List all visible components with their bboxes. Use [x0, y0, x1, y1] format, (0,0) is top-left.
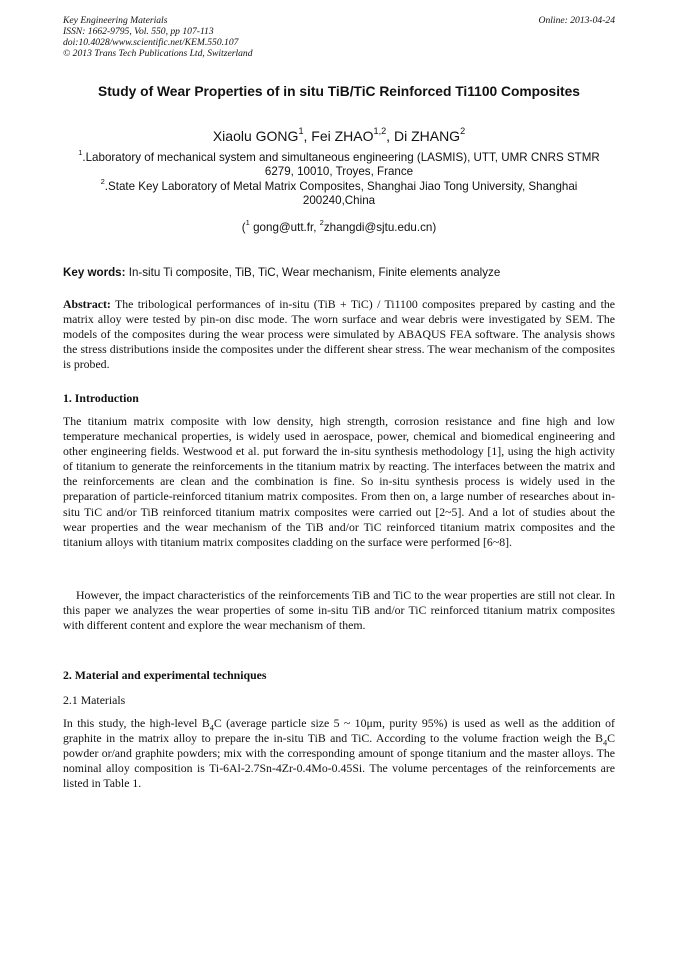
subsection-heading: 2.1 Materials	[63, 693, 126, 707]
section-heading: 2. Material and experimental techniques	[63, 668, 267, 682]
paragraph: However, the impact characteristics of the reinforcements TiB and TiC to the wear properties are still not clear. In this paper we analyzes the wear properties of some in-situ TiB and/or TiC reinforced titanium matrix composites with different content and explore the wear mechanism of them.	[63, 588, 615, 633]
email-link: gong@utt.fr,	[249, 221, 320, 234]
author-affiliation-mark: 1,2	[373, 125, 387, 136]
paper-title: Study of Wear Properties of in situ TiB/TiC Reinforced Ti1100 Composites	[98, 84, 580, 99]
affiliation-2: $^2$.State Key Laboratory of Metal Matrix Composites, Shanghai Jiao Tong University, Shanghai 200240,China	[100, 177, 578, 207]
author-name: Xiaolu GONG	[212, 128, 299, 144]
author-name: Fei ZHAO	[311, 128, 374, 144]
section-heading: 1. Introduction	[63, 391, 139, 405]
copyright-line: © 2013 Trans Tech Publications Ltd, Switzerland	[63, 48, 253, 59]
paragraph: In this study, the high-level $B_4C$ (average particle size 5 ~ 10μm, purity 95%) is used as well as the addition of graphite in the matrix alloy to prepare the in-situ TiB and TiC. According to the volume fraction weigh the $B_4C$ powder or/and graphite powders; mix with the corresponding amount of sponge titanium and the master alloys. The nominal alloy composition is Ti-6Al-2.7Sn-4Zr-0.4Mo-0.45Si. The volume percentages of the reinforcements are listed in Table 1.	[63, 716, 615, 791]
journal-header	[63, 15, 615, 59]
abstract	[63, 297, 615, 372]
author-list: Xiaolu GONG$^1$, Fei ZHAO$^{1,2}$, Di ZHANG$^2$	[212, 125, 466, 144]
doi-line: doi:10.4028/www.scientific.net/KEM.550.107	[63, 37, 239, 48]
abstract-label: Abstract:	[63, 297, 111, 311]
author-affiliation-mark: 2	[460, 125, 466, 136]
keywords-label: Key words:	[63, 266, 126, 279]
abstract-text: The tribological performances of in-situ (TiB + TiC) / Ti1100 composites prepared by casting and the matrix alloy were tested by pin-on disc mode. The worn surface and wear debris were investigated by SEM. The models of the composites during the wear process were simulated by ABAQUS FEA software. The analysis shows the stress distributions inside the composites under the different shear stress. The wear mechanism of the composites is probed.	[63, 297, 615, 372]
journal-name: Key Engineering Materials	[63, 15, 168, 26]
author-emails: ($^1$ gong@utt.fr, $^2$zhangdi@sjtu.edu.cn)	[241, 218, 437, 234]
keywords	[63, 266, 615, 280]
paragraph: The titanium matrix composite with low density, high strength, corrosion resistance and fine high and low temperature mechanical properties, is widely used in aerospace, power, chemical and biomedical engineering and other engineering fields. Westwood et al. put forward the in-situ synthesis methodology [1], using the high activity of titanium to generate the reinforcements in the titanium matrix by reacting. The interfaces between the matrix and the reinforcements are clean and the combination is fine. So in-situ synthesis process is widely used in the preparation of particle-reinforced titanium matrix composites. From then on, a large number of researches about in-situ TiC and/or TiB reinforced titanium matrix composites were carried out [2~5]. And a lot of studies about the wear properties and the wear mechanism of the TiB and/or TiC reinforced titanium matrix composites and the titanium alloys with titanium matrix composites cladding on the surface were performed [6~8].	[63, 414, 615, 549]
author-name: Di ZHANG	[393, 128, 461, 144]
affiliation-1: $^1$.Laboratory of mechanical system and simultaneous engineering (LASMIS), UTT, UMR CNRS STMR 6279, 10010, Troyes, France	[78, 148, 600, 178]
keywords-text: In-situ Ti composite, TiB, TiC, Wear mechanism, Finite elements analyze	[125, 266, 501, 279]
author-affiliation-mark: 1	[298, 125, 304, 136]
issn-line: ISSN: 1662-9795, Vol. 550, pp 107-113	[63, 26, 214, 37]
online-date: Online: 2013-04-24	[538, 15, 615, 26]
email-link: zhangdi@sjtu.edu.cn	[323, 221, 433, 234]
